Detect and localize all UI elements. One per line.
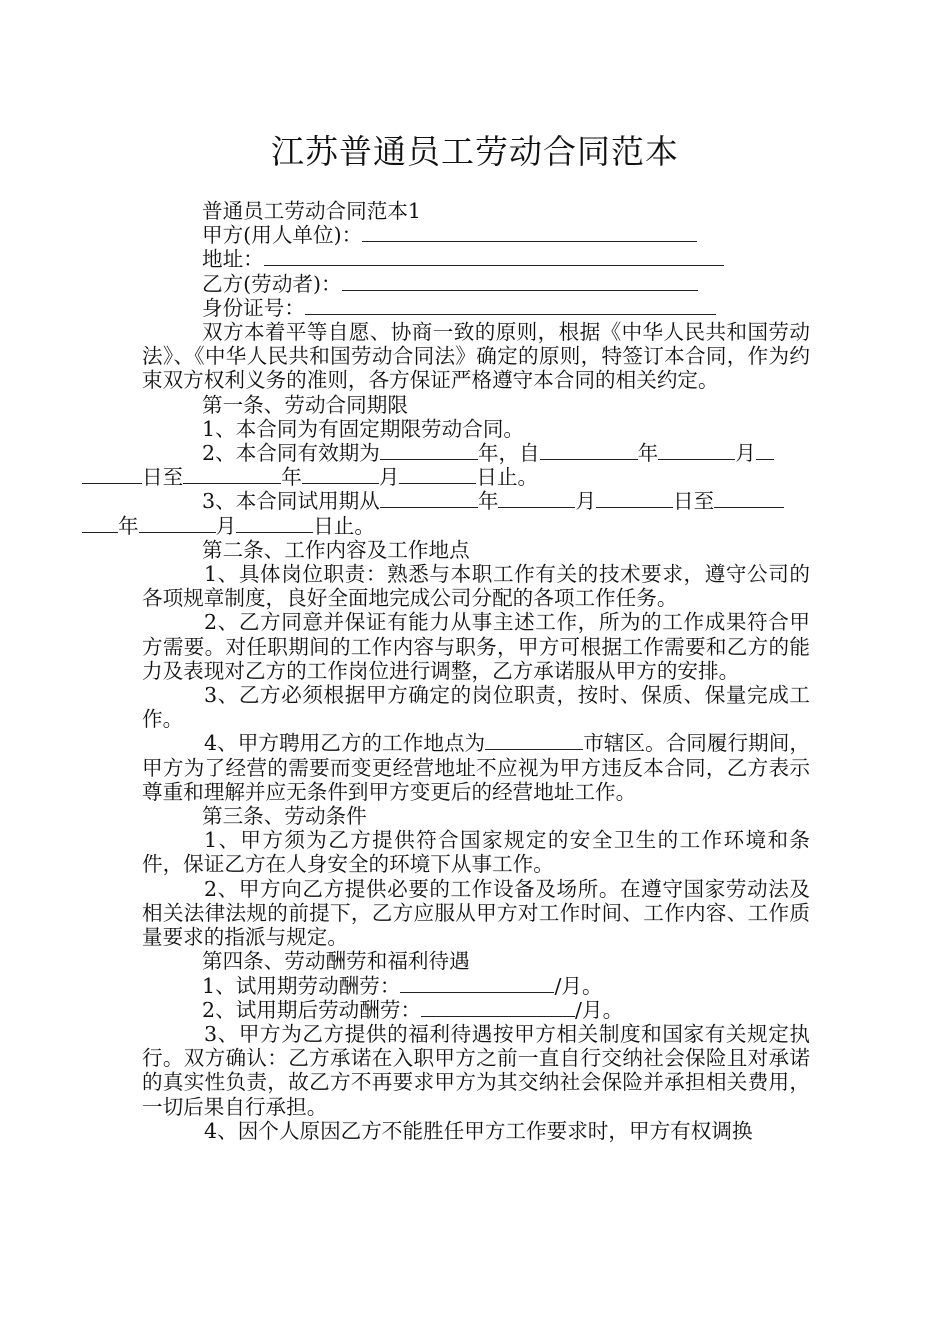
text-run: 年 [118,513,139,538]
blank-line [82,514,118,533]
blank-line [302,465,379,484]
article-4-item-4: 4、因个人原因乙方不能胜任甲方工作要求时，甲方有权调换 [204,1118,753,1143]
article-2-heading: 第二条、工作内容及工作地点 [202,537,470,562]
text-run: 2、试用期后劳动酬劳： [202,997,422,1022]
article-4-item-1 [142,974,810,998]
text-run: /月。 [575,997,624,1022]
text-run: 年 [477,489,499,514]
text-run: 日至 [673,489,715,514]
blank-line [183,465,281,484]
article-3-heading: 第三条、劳动条件 [202,804,367,829]
blank-line [498,489,575,508]
id-number-label: 身份证号： [202,295,305,320]
blank-line [596,489,673,508]
text-run: 月 [575,489,597,514]
text-run: 3、本合同试用期从 [202,489,380,514]
text-run: 日止。 [313,513,375,538]
probation-pay-blank [400,974,554,993]
article-2-item-1: 1、具体岗位职责：熟悉与本职工作有关的技术要求，遵守公司的各项规章制度，良好全面地完成公司分配的各项工作任务。 [142,562,810,611]
preamble-paragraph: 双方本着平等自愿、协商一致的原则，根据《中华人民共和国劳动法》、《中华人民共和国劳动合同法》确定的原则，特签订本合同，作为约束双方权利义务的准则，各方保证严格遵守本合同的相关约定。 [142,320,810,393]
address-blank [264,247,724,266]
text-run: 1、试用期劳动酬劳： [202,973,401,998]
blank-line [399,465,476,484]
text-run: 4、甲方聘用乙方的工作地点为 [204,731,486,756]
blank-line [714,489,784,508]
party-b-field [142,272,810,296]
blank-line [82,465,142,484]
article-3-item-1: 1、甲方须为乙方提供符合国家规定的安全卫生的工作环境和条件，保证乙方在人身安全的环境下从事工作。 [142,828,810,877]
article-1-item-1: 1、本合同为有固定期限劳动合同。 [202,416,525,441]
party-a-field [142,223,810,247]
text-run: 年，自 [477,441,540,466]
text-run: /月。 [554,973,603,998]
id-number-blank [305,296,716,315]
address-field [142,247,810,271]
contract-subtitle: 普通员工劳动合同范本1 [202,199,422,223]
text-run: 月 [735,441,756,466]
party-a-blank [362,223,697,242]
text-run: 日止。 [476,465,539,490]
article-1-heading: 第一条、劳动合同期限 [202,392,408,417]
regular-pay-blank [421,998,575,1017]
text-run: 市辖区。合同履行期间，甲方为了经营的需要而变更经营地址不应视为甲方违反本合同，乙方表示尊重和理解并应无条件到甲方变更后的经营地址工作。 [142,731,810,804]
document-title: 江苏普通员工劳动合同范本 [271,132,679,171]
article-1-item-2 [142,441,810,489]
party-a-label: 甲方(用人单位)： [202,223,363,248]
party-b-label: 乙方(劳动者)： [202,271,342,296]
workplace-blank [485,731,583,750]
article-4-item-3: 3、甲方为乙方提供的福利待遇按甲方相关制度和国家有关规定执行。双方确认：乙方承诺在入职甲方之前一直自行交纳社会保险且对承诺的真实性负责，故乙方不再要求甲方为其交纳社会保险并承担相关费用，一切后果自行承担。 [142,1021,810,1119]
blank-line [540,441,638,460]
text-run: 年 [637,441,659,466]
blank-line [380,441,478,460]
text-run: 2、本合同有效期为 [202,441,380,466]
blank-line [756,441,774,460]
document-body [118,199,810,1143]
blank-line [658,441,735,460]
address-label: 地址： [202,247,264,272]
article-1-item-3 [118,489,810,538]
text-run: 年 [281,465,302,490]
blank-line [380,489,478,508]
article-2-item-2: 2、乙方同意并保证有能力从事主述工作，所为的工作成果符合甲方需要。对任职期间的工作内容与职务，甲方可根据工作需要和乙方的能力及表现对乙方的工作岗位进行调整，乙方承诺服从甲方的安排。 [142,610,810,683]
article-2-item-3: 3、乙方必须根据甲方确定的岗位职责，按时、保质、保量完成工作。 [142,683,810,732]
article-4-heading: 第四条、劳动酬劳和福利待遇 [202,949,470,974]
article-2-item-4 [142,731,810,804]
article-3-item-2: 2、甲方向乙方提供必要的工作设备及场所。在遵守国家劳动法及相关法律法规的前提下，乙方应服从甲方对工作时间、工作内容、工作质量要求的指派与规定。 [142,876,810,950]
text-run: 月 [378,465,400,490]
blank-line [236,514,313,533]
blank-line [139,514,216,533]
article-4-item-2 [142,998,810,1022]
party-b-blank [342,272,698,291]
text-run: 月 [215,513,237,538]
text-run: 日至 [142,465,184,490]
id-number-field [142,296,810,320]
